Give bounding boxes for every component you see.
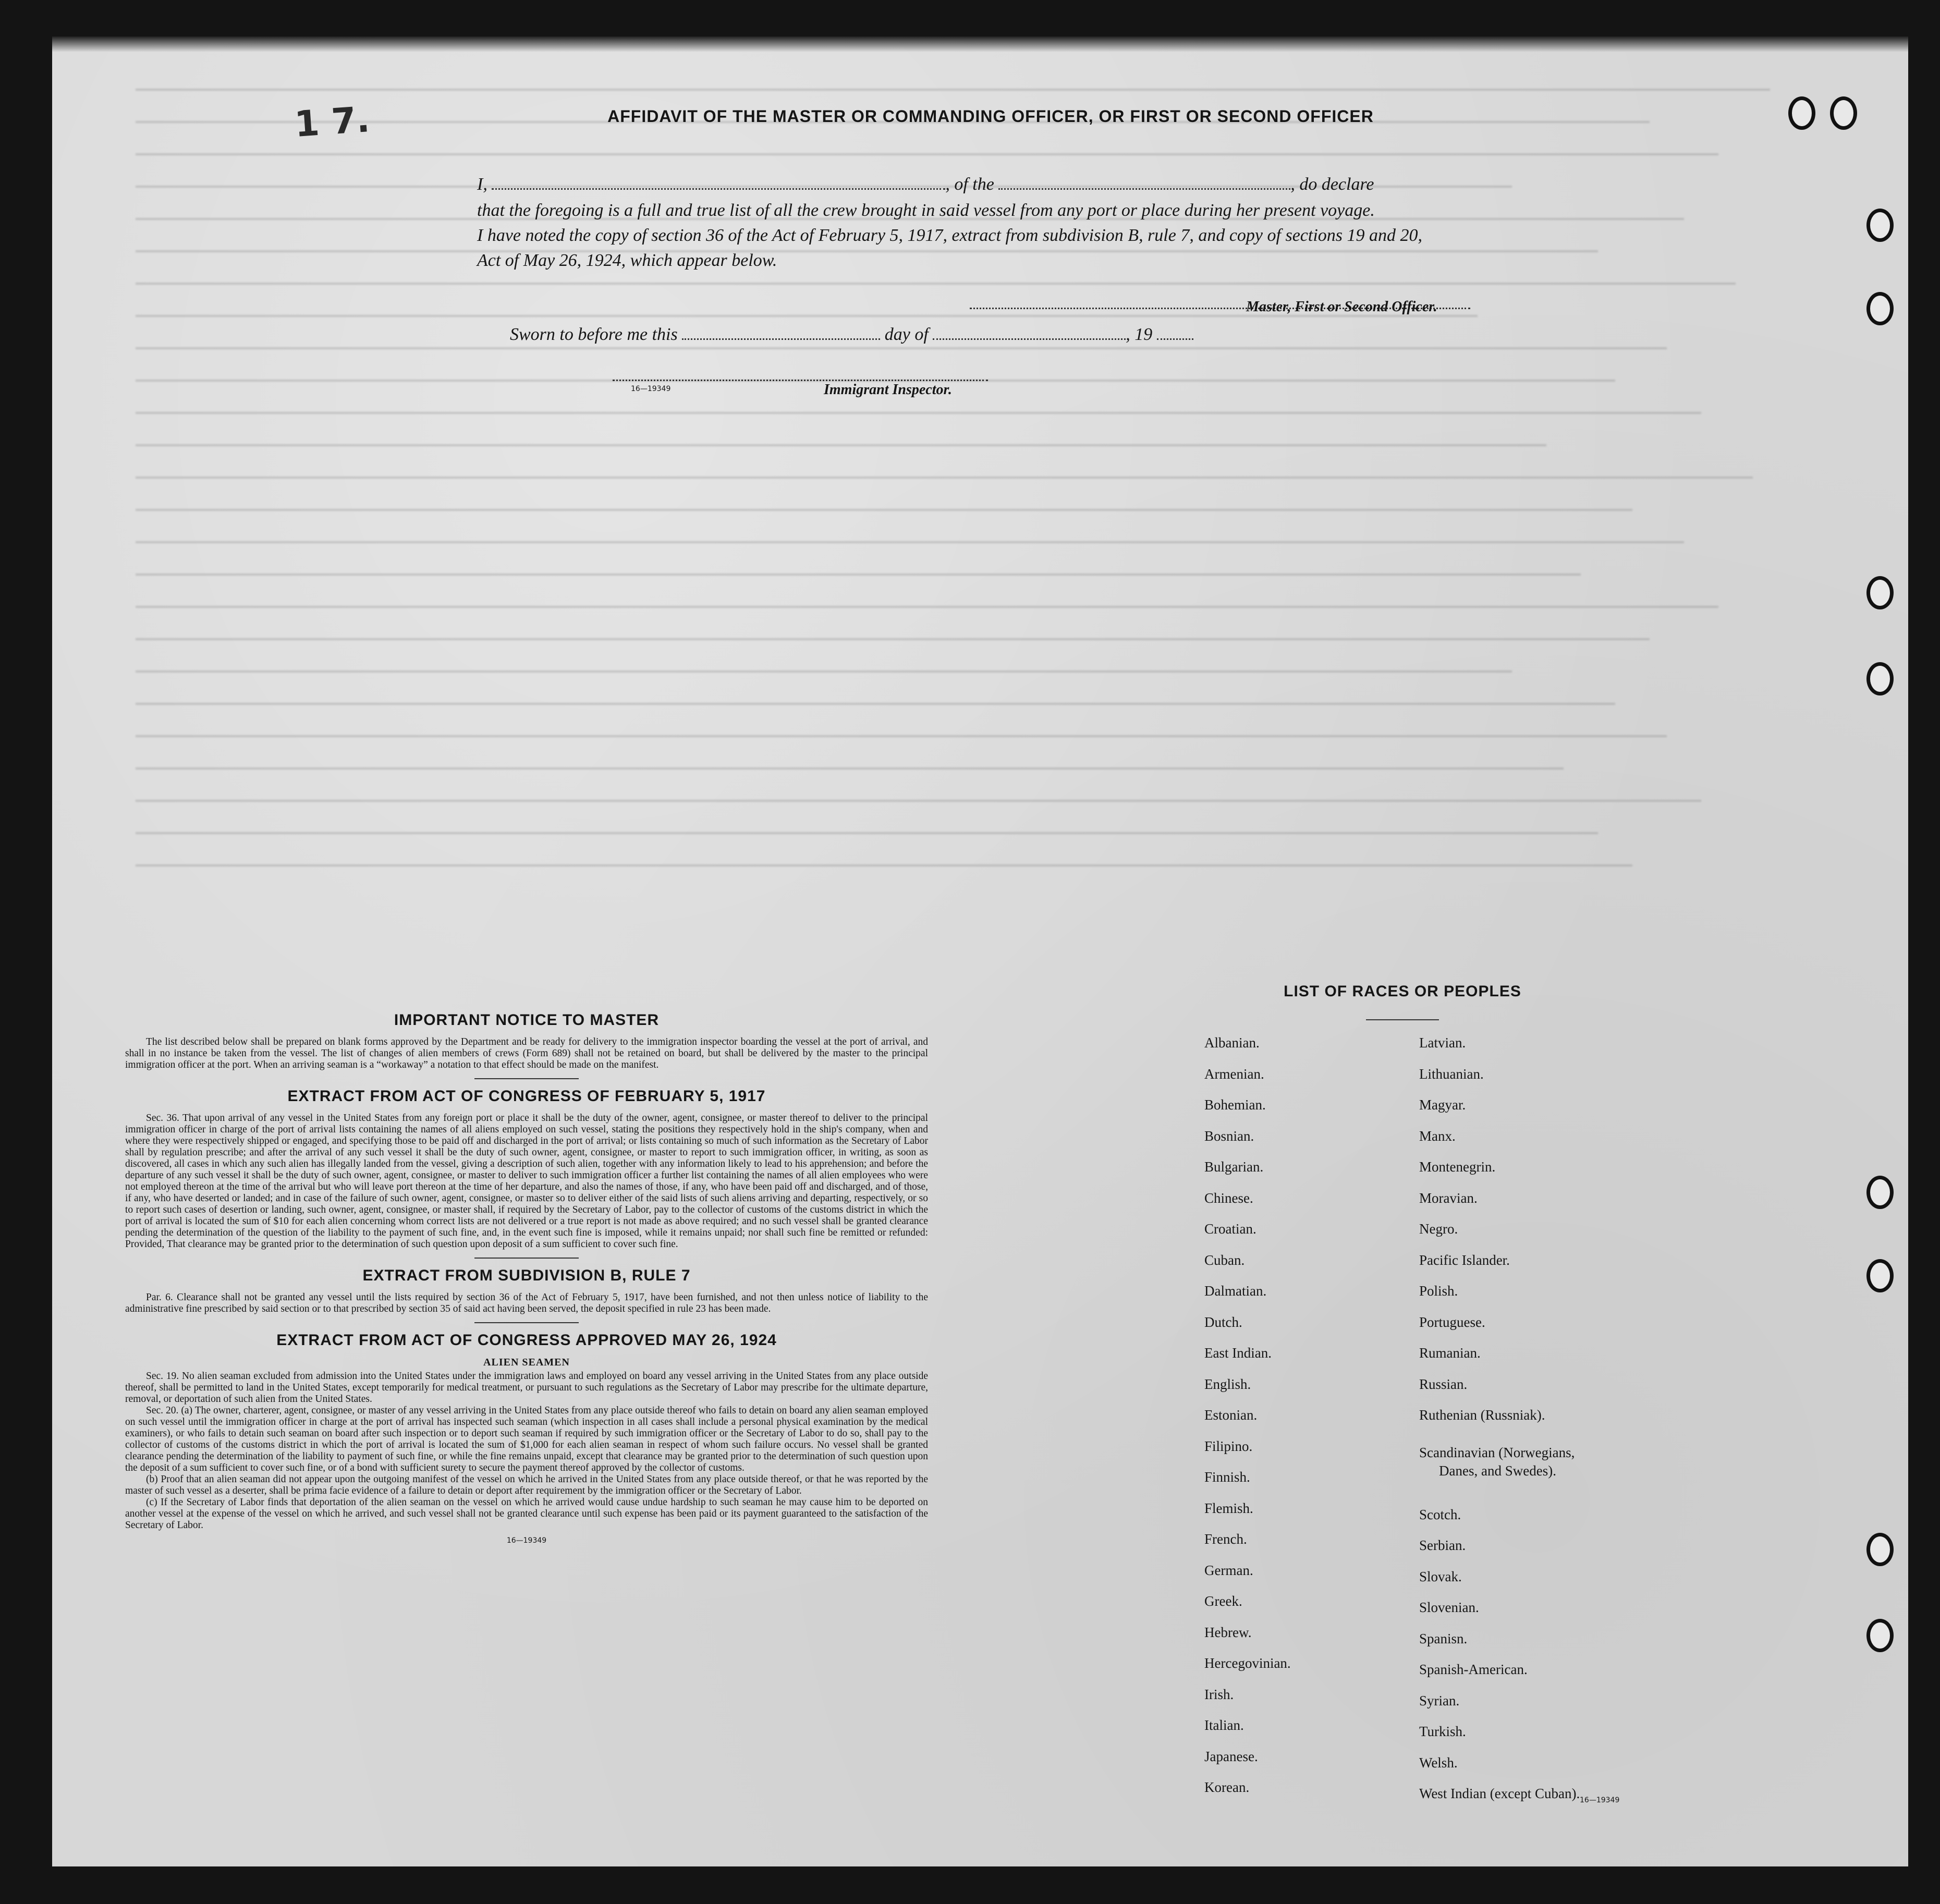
race-item: Portuguese. bbox=[1419, 1314, 1485, 1330]
extract-1924-title: EXTRACT FROM ACT OF CONGRESS APPROVED MAY 26, 1924 bbox=[276, 1332, 777, 1349]
races-title: LIST OF RACES OR PEOPLES bbox=[1284, 983, 1521, 1000]
race-item: Korean. bbox=[1204, 1779, 1250, 1795]
race-item: Magyar. bbox=[1419, 1097, 1466, 1113]
race-item: Pacific Islander. bbox=[1419, 1252, 1510, 1268]
race-item: Dalmatian. bbox=[1204, 1283, 1267, 1299]
form-number: 16—19349 bbox=[506, 1536, 547, 1545]
race-item: Serbian. bbox=[1419, 1537, 1466, 1553]
subdivision-b-text: Par. 6. Clearance shall not be granted any vessel until the lists required by section 36 of the Act of February 5, 1917, have been furnished, and not then unless notice of liability to the administrative fine prescribed by said section or to that prescribed by section 35 of said act having been served, the deposit specified in rule 23 has been made. bbox=[125, 1292, 928, 1314]
binder-hole-icon bbox=[1866, 576, 1894, 609]
sworn-month-field[interactable] bbox=[933, 338, 1126, 340]
vessel-prefix: , of the bbox=[945, 175, 994, 194]
inspector-label: Immigrant Inspector. bbox=[824, 382, 952, 398]
sworn-prefix: Sworn to before me this bbox=[510, 325, 678, 344]
sworn-year-field[interactable] bbox=[1157, 338, 1193, 340]
race-item: Dutch. bbox=[1204, 1314, 1242, 1330]
race-item: Syrian. bbox=[1419, 1692, 1460, 1708]
form-number: 16—19349 bbox=[631, 385, 671, 393]
extract-1917-title: EXTRACT FROM ACT OF CONGRESS OF FEBRUARY 5, 1917 bbox=[287, 1088, 766, 1105]
race-item: Moravian. bbox=[1419, 1190, 1478, 1206]
race-item: Japanese. bbox=[1204, 1748, 1258, 1764]
binder-hole-icon bbox=[1866, 1176, 1894, 1209]
race-item: Welsh. bbox=[1419, 1754, 1458, 1771]
subdivision-b-title: EXTRACT FROM SUBDIVISION B, RULE 7 bbox=[362, 1267, 691, 1284]
race-item: Bosnian. bbox=[1204, 1128, 1254, 1144]
race-item: Turkish. bbox=[1419, 1724, 1466, 1739]
race-item: Greek. bbox=[1204, 1593, 1242, 1609]
race-item: Hebrew. bbox=[1204, 1624, 1252, 1640]
handwritten-number: 1 7. bbox=[293, 99, 371, 145]
inspector-signature-line[interactable] bbox=[613, 380, 988, 381]
binder-hole-icon bbox=[1788, 96, 1815, 130]
affidavit-title: AFFIDAVIT OF THE MASTER OR COMMANDING OFFICER, OR FIRST OR SECOND OFFICER bbox=[607, 107, 1374, 126]
race-item: Irish. bbox=[1204, 1686, 1234, 1702]
race-item: Ruthenian (Russniak). bbox=[1419, 1407, 1545, 1423]
race-item: Finnish. bbox=[1204, 1469, 1250, 1485]
declaration-line-1 bbox=[477, 172, 1520, 197]
master-signature-label: Master, First or Second Officer. bbox=[1246, 299, 1437, 315]
race-item: Italian. bbox=[1204, 1717, 1244, 1733]
sec-20a-text: Sec. 20. (a) The owner, charterer, agent, consignee, or master of any vessel arriving in the United States from any place outside thereof who fails to detain on board any alien seaman employed on such vessel until the immigration officer in charge at the port of arrival has inspected such seaman (which inspection in all cases shall include a personal physical examination by the medical examiners), or who fails to detain such seaman on board after such inspection or to deport such seaman if required by such immigration officer or the Secretary of Labor to do so, shall pay to the collector of customs of the customs district in which the port of arrival is located the sum of $1,000 for each alien seaman in respect of whom such failure occurs. No vessel shall be granted clearance pending the determination of the liability to payment of such fine, or while the fine remains unpaid, except that clearance may be granted prior to the determination of such question upon the deposit of a sum sufficient to cover such fine, or of a bond with sufficient surety to secure the payment thereof approved by the collector of customs. bbox=[125, 1405, 928, 1473]
race-item: Scandinavian (Norwegians, bbox=[1419, 1444, 1575, 1460]
binder-hole-icon bbox=[1830, 96, 1857, 130]
binder-hole-icon bbox=[1866, 292, 1894, 325]
alien-seamen-subtitle: ALIEN SEAMEN bbox=[483, 1357, 570, 1368]
binder-hole-icon bbox=[1866, 1259, 1894, 1292]
sworn-day-field[interactable] bbox=[682, 338, 880, 340]
race-item: Spanish-American. bbox=[1419, 1662, 1528, 1677]
legal-text-column bbox=[125, 1011, 928, 1545]
race-item: Spanisn. bbox=[1419, 1630, 1468, 1646]
races-divider bbox=[1366, 1019, 1439, 1020]
sworn-month-prefix: day of bbox=[884, 325, 929, 344]
declare-suffix: , do declare bbox=[1290, 175, 1374, 194]
extract-1917-text: Sec. 36. That upon arrival of any vessel in the United States from any foreign port or place it shall be the duty of the owner, agent, consignee, or master thereof to deliver to the principal immigration officer in charge of the port of arrival lists containing the names of all aliens employed on such vessel, stating the positions they respectively hold in the ship's company, when and where they were respectively shipped or engaged, and specifying those to be paid off and discharged in the port of arrival; or lists containing so much of such information as the Secretary of Labor shall by regulation prescribe; and after the arrival of any such vessel it shall be the duty of such owner, agent, consignee, or master to report to such immigration officer, in writing, as soon as discovered, all cases in which any such alien has illegally landed from the vessel, giving a description of such alien, together with any information likely to lead to his apprehension; and before the departure of any such vessel it shall be the duty of such owner, agent, consignee, or master to deliver to such immigration officer a further list containing the names of all alien employees who were not employed thereon at the time of the arrival but who will leave port thereon at the time of her departure, and also the names of those, if any, who have been paid off and discharged, and of those, if any, who have deserted or landed; and in case of the failure of such owner, agent, consignee, or master so to deliver either of the said lists of such aliens arriving and departing, respectively, or so to report such cases of desertion or landing, such owner, agent, consignee, or master shall, if required by the Secretary of Labor, pay to the collector of customs of the customs district in which the port of arrival is located the sum of $10 for each alien concerning whom correct lists are not delivered or a true report is not made as above required; and no such vessel shall be granted clearance pending the determination of the question of the liability to the payment of such fine, and, in the event such fine is imposed, while it remains unpaid; nor shall such fine be remitted or refunded: Provided, That clearance may be granted prior to the determination of such question upon deposit of a sum sufficient to cover such fine. bbox=[125, 1113, 928, 1250]
divider bbox=[474, 1322, 579, 1323]
race-item: East Indian. bbox=[1204, 1345, 1272, 1361]
divider bbox=[474, 1258, 579, 1259]
race-item: Chinese. bbox=[1204, 1190, 1253, 1206]
race-item: Flemish. bbox=[1204, 1500, 1253, 1516]
race-item: Montenegrin. bbox=[1419, 1159, 1496, 1175]
binder-hole-icon bbox=[1866, 1533, 1894, 1566]
race-item: Negro. bbox=[1419, 1221, 1458, 1237]
top-edge-shadow bbox=[52, 36, 1908, 52]
race-item: Slovak. bbox=[1419, 1568, 1462, 1584]
vessel-name-field[interactable] bbox=[998, 188, 1290, 190]
binder-hole-icon bbox=[1866, 662, 1894, 695]
race-item: West Indian (except Cuban). bbox=[1419, 1786, 1580, 1801]
divider bbox=[474, 1078, 579, 1079]
race-item: Estonian. bbox=[1204, 1407, 1258, 1423]
race-item: Rumanian. bbox=[1419, 1345, 1481, 1361]
sec-20b-text: (b) Proof that an alien seaman did not appear upon the outgoing manifest of the vessel on which he arrived in the United States from any place outside thereof, or that he was reported by the master of such vessel as a deserter, shall be prima facie evidence of a failure to detain or deport after requirement by the immigration officer or the Secretary of Labor. bbox=[125, 1474, 928, 1496]
race-item: Bulgarian. bbox=[1204, 1159, 1264, 1175]
race-item: Polish. bbox=[1419, 1283, 1458, 1299]
race-item: French. bbox=[1204, 1531, 1247, 1547]
notice-text: The list described below shall be prepared on blank forms approved by the Department and be ready for delivery to the immigration inspector boarding the vessel at the port of arrival, and shall in no instance be taken from the vessel. The list of changes of alien members of crews (Form 689) shall not be retained on board, but shall be delivered by the master to the principal immigration officer at the port. When an arriving seaman is a “workaway” a notation to that effect should be made on the manifest. bbox=[125, 1036, 928, 1070]
binder-hole-icon bbox=[1866, 209, 1894, 242]
race-item: Manx. bbox=[1419, 1128, 1456, 1144]
race-item: Cuban. bbox=[1204, 1252, 1245, 1268]
declaration-line-2: that the foregoing is a full and true list of all the crew brought in said vessel from any port or place during her present voyage. bbox=[477, 201, 1375, 220]
document-sheet bbox=[52, 36, 1908, 1866]
race-item: Scotch. bbox=[1419, 1506, 1461, 1522]
race-item: Latvian. bbox=[1419, 1035, 1466, 1051]
form-number: 16—19349 bbox=[1580, 1796, 1620, 1804]
declaration-line-4: Act of May 26, 1924, which appear below. bbox=[477, 251, 777, 270]
race-item: Bohemian. bbox=[1204, 1097, 1266, 1113]
race-item: Armenian. bbox=[1204, 1066, 1264, 1082]
sec-20c-text: (c) If the Secretary of Labor finds that deportation of the alien seaman on the vessel on which he arrived would cause undue hardship to such seaman he may cause him to be deported on another vessel at the expense of the vessel on which he arrived, and such vessel shall not be granted clearance until such expense has been paid or its payment guaranteed to the satisfaction of the Secretary of Labor. bbox=[125, 1497, 928, 1531]
race-item: Hercegovinian. bbox=[1204, 1655, 1291, 1671]
notice-title: IMPORTANT NOTICE TO MASTER bbox=[394, 1011, 660, 1029]
race-item: Russian. bbox=[1419, 1376, 1468, 1392]
sec-19-text: Sec. 19. No alien seaman excluded from admission into the United States under the immigration laws and employed on board any vessel arriving in the United States from any place outside thereof, shall be permitted to land in the United States, except temporarily for medical treatment, or pursuant to such regulations as the Secretary of Labor may prescribe for the ultimate departure, removal, or deportation of such alien from the United States. bbox=[125, 1371, 928, 1405]
race-item: Danes, and Swedes). bbox=[1439, 1463, 1556, 1479]
race-item: German. bbox=[1204, 1562, 1253, 1578]
sworn-line bbox=[510, 322, 1553, 347]
race-item: Croatian. bbox=[1204, 1221, 1256, 1237]
race-item: Albanian. bbox=[1204, 1035, 1260, 1051]
declarant-name-field[interactable] bbox=[492, 188, 945, 190]
binder-hole-icon bbox=[1866, 1619, 1894, 1652]
sworn-year-prefix: , 19 bbox=[1126, 325, 1153, 344]
declaration-line-3: I have noted the copy of section 36 of the Act of February 5, 1917, extract from subdivision B, rule 7, and copy of sections 19 and 20, bbox=[477, 226, 1423, 245]
race-item: Slovenian. bbox=[1419, 1600, 1479, 1615]
declarant-prefix: I, bbox=[477, 175, 487, 194]
race-item: Lithuanian. bbox=[1419, 1066, 1484, 1082]
race-item: English. bbox=[1204, 1376, 1251, 1392]
race-item: Filipino. bbox=[1204, 1438, 1253, 1454]
